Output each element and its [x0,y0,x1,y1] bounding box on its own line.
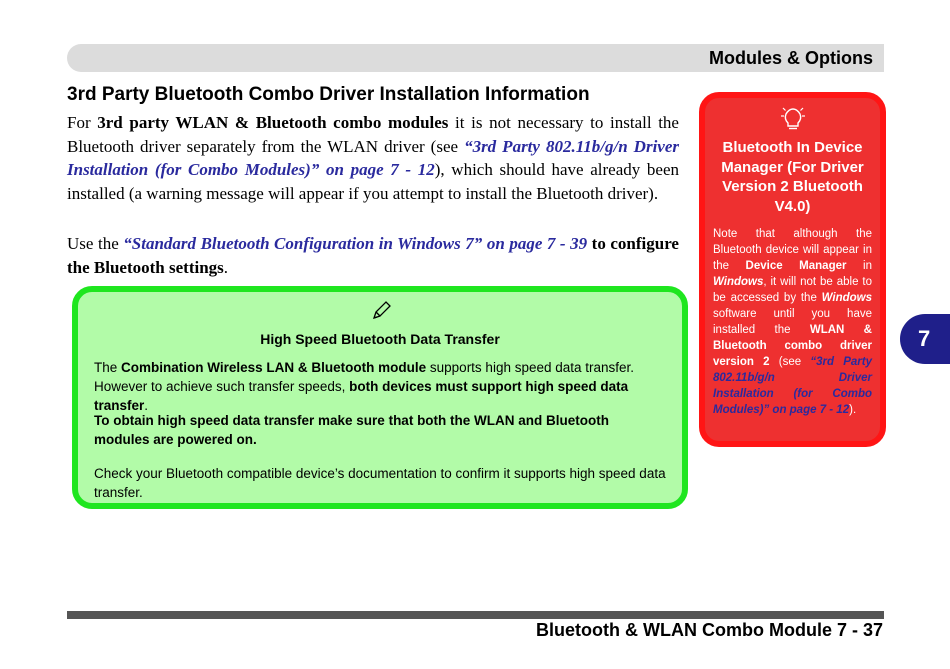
note-title: High Speed Bluetooth Data Transfer [260,331,500,347]
sidebar-warning-box [699,92,886,447]
sidebar-text: Note that although the Bluetooth device will appear in the Device Manager in Windows, it will not be able to be accessed by the Windows software until you have installed the WLAN & Bluetooth combo driver version 2 (see “3rd Party 802.11b/g/n Driver Installation (for Combo Modules)” on page 7 - 12). [713,228,872,416]
intro-paragraph: For 3rd party WLAN & Bluetooth combo modules it is not necessary to install the Bluetooth driver separately from the WLAN driver (see “3rd Party 802.11b/g/n Driver Installation (for Combo Modules)” on page 7 - 12), which should have already been installed (a warning message will appear if you attempt to install the Bluetooth driver). [67,113,680,203]
note-paragraph-bold: To obtain high speed data transfer make sure that both the WLAN and Bluetooth modules are powered on. [94,413,610,447]
note-paragraph: Check your Bluetooth compatible device’s documentation to confirm it supports high speed data transfer. [94,466,666,500]
cross-reference-link[interactable]: “3rd Party 802.11b/g/n Driver Installation (for Combo Modules)” on page 7 - 12 [67,136,680,179]
chapter-tab [900,314,950,364]
pencil-icon [370,300,392,322]
lightbulb-icon [780,106,806,132]
sidebar-title: Bluetooth In Device Manager (For Driver Version 2 Bluetooth V4.0) [721,139,864,215]
footer-text: Bluetooth & WLAN Combo Module 7 - 37 [536,620,883,640]
footer-rule [67,611,884,619]
section-title: 3rd Party Bluetooth Combo Driver Installation Information [67,84,590,105]
configuration-paragraph: Use the “Standard Bluetooth Configuration in Windows 7” on page 7 - 39 to configure the Bluetooth settings. [67,234,679,277]
note-box [72,286,688,509]
chapter-number: 7 [918,326,931,351]
cross-reference-link[interactable]: “Standard Bluetooth Configuration in Windows 7” on page 7 - 39 [123,234,588,253]
note-paragraph: The Combination Wireless LAN & Bluetooth module supports high speed data transfer. However to achieve such transfer speeds, both devices must support high speed data transfer. [94,360,635,413]
running-header-title: Modules & Options [709,48,873,68]
cross-reference-link[interactable]: “3rd Party 802.11b/g/n Driver Installation (for Combo Modules)” on page 7 - 12 [713,356,872,416]
